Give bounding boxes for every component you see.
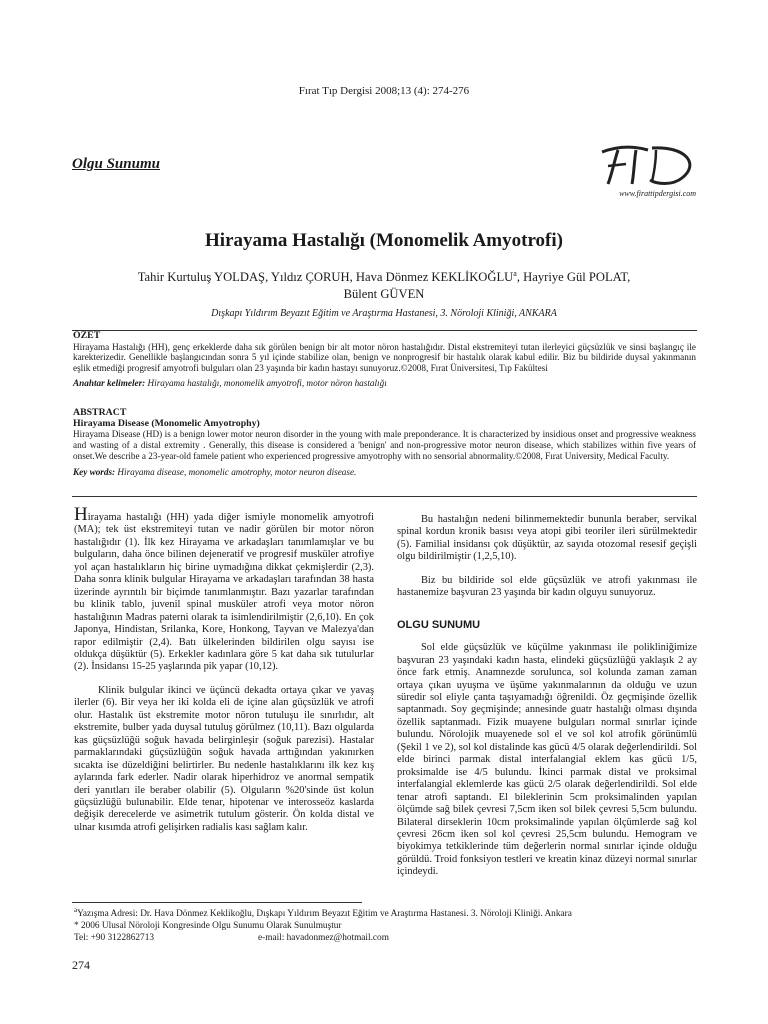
abstract-block bbox=[73, 408, 696, 477]
email-link[interactable]: e-mail: havadonmez@hotmail.com bbox=[258, 933, 389, 944]
abstract-subtitle: Hirayama Disease (Monomelic Amyotrophy) bbox=[73, 417, 260, 429]
article-title: Hirayama Hastalığı (Monomelik Amyotrofi) bbox=[205, 230, 563, 251]
section-label: Olgu Sunumu bbox=[72, 156, 160, 172]
author-list bbox=[90, 265, 678, 303]
drop-cap: H bbox=[74, 504, 88, 525]
etiology-paragraph: Bu hastalığın nedeni bilinmemektedir bununla beraber, servikal spinal kordun kronik basısı veya atopi gibi teoriler ileri sürülmektedir (5). Familial insidansı çok düşüktür, az sayıda otozomal resesif geçişli olgu bildirilmiştir (1,2,5,10). bbox=[397, 514, 697, 563]
page-number: 274 bbox=[72, 958, 90, 972]
fd-logo-icon bbox=[596, 142, 700, 188]
clinical-paragraph: Klinik bulgular ikinci ve üçüncü dekadta ortaya çıkar ve yavaş ilerler (6). Bir veya her iki kolda eli de içine alan güçsüzlük ve atrofi olur. Hastalık üst ekstremite motor nöron tutuluşu ile sınırlıdır, alt ekstremite, bulber yada duysal tutuluş görülmez (10,11). Bazı olgularda kas güçsüzlüğü soğuk havada belirginleşir (soğuk parezisi). Hastalar parmaklarındaki güçsüzlüğün soğuk havada arttığından yakınırken sıcakta ise düzeldiğini belirtirler. Bu nedenle hastalıklarını ilk kez kış aylarında fark ederler. Nadir olarak hiperhidroz ve anormal sempatik deri yanıtları ile beraber olabilir (5). Olguların %20'sinde üst kolun güçsüzlüğü bulunabilir. Elde tenar, hipotenar ve interosseöz kaslarda değişik derecelerde ve asimetrik tutulum gösterir. Ön kolda distal ve ulnar kısımda atrofi gelişirken radialis kası sağlam kalır. bbox=[74, 684, 374, 833]
abstract-heading: ABSTRACT bbox=[73, 407, 127, 418]
footnote-contact bbox=[74, 932, 699, 944]
ozet-keywords: Anahtar kelimeler: Hirayama hastalığı, monomelik amyotrofi, motor nöron hastalığı bbox=[73, 377, 387, 388]
left-column bbox=[74, 504, 374, 834]
footnote-congress: * 2006 Ulusal Nöroloji Kongresinde Olgu Sunumu Olarak Sunulmuştur bbox=[74, 921, 342, 932]
case-intro-paragraph: Biz bu bildiride sol elde güçsüzlük ve atrofi yakınması ile hastanemize başvuran 23 yaşında bir kadın olguyu sunuyoruz. bbox=[397, 574, 697, 599]
case-paragraph: Sol elde güçsüzlük ve küçülme yakınması ile polikliniğimize başvuran 23 yaşındaki kadın hasta, elindeki güçsüzlüğü yaklaşık 2 ay önce fark etmiş. Anamnezde sorulunca, sol kolunda zaman zaman ortaya çıkan uyuşma ve üşüme yakınmalarının da olduğu ve uzun süredir sol eliyle çanta taşıyamadığı öğrenildi. Öz geçmişinde özellik saptanmadı. Soy geçmişinde; annesinde guatr hastalığı olması dışında özellik saptanmadı. Fizik muayene bulguları normal sınırlar içinde bulundu. Nörolojik muayenede sol el ve sol kol atrofik görünümlü (Şekil 1 ve 2), sol kol distalinde kas gücü 4/5 olarak değerlendirildi. Sol elde birinci parmak distal interfalangial eklem kas gücü 1/5, proksimalde ise 4/5 bulundu. İkinci parmak distal ve proksimal interfalangial eklemlerde kas gücü 2/5 olarak değerlendirildi. Sol elde tenar atrofi saptandı. El bileklerinin 5cm proksimalinden yapılan ölçümde sağ bilek çevresi 7,5cm iken sol bilek çevresi 5,5cm bulundu. Bilateral dirseklerin 10cm proksimalinde yapılan ölçümlerde sağ kol çevresi 26cm iken sol kol çevresi 25,5cm bulundu. Hemogram ve biyokimya tetkiklerinde tüm değerlerin normal sınırlar içinde olduğu görüldü. Troid fonksiyon testleri ve kreatin kinaz düzeyi normal sınırlar içindeydi. bbox=[397, 642, 697, 878]
footnote-correspondence: $^a$Yazışma Adresi: Dr. Hava Dönmez Keklikoğlu, Dışkapı Yıldırım Beyazıt Eğitim ve Araştırma Hastanesi. 3. Nöroloji Kliniği. Ankara bbox=[74, 906, 572, 920]
right-column bbox=[397, 514, 697, 879]
affiliation: Dışkapı Yıldırım Beyazıt Eğitim ve Araştırma Hastanesi, 3. Nöroloji Kliniği, ANKARA bbox=[211, 308, 557, 319]
divider-bottom bbox=[72, 496, 697, 497]
case-heading: OLGU SUNUMU bbox=[397, 618, 481, 631]
footnotes bbox=[74, 904, 699, 944]
abstract-body: Hirayama Disease (HD) is a benign lower motor neuron disorder in the young with male preponderance. It is characterized by insidious onset and progressive weakness and wasting of a distal extremity . Generally, this disease is considered a 'benign' and non-progressive motor neuron disease, which stabilizes within five years of onset.We describe a 23-year-old famele patient who experienced progressive amyotrophy with no sensorial abnormality.©2008, Fırat University, Medical Faculty. bbox=[73, 429, 696, 461]
author-footnote-mark: a bbox=[513, 269, 517, 278]
footnote-divider bbox=[72, 902, 362, 903]
journal-reference: Fırat Tıp Dergisi 2008;13 (4): 274-276 bbox=[298, 85, 470, 97]
ozet-heading: ÖZET bbox=[73, 330, 101, 341]
author-line-1: Tahir Kurtuluş YOLDAŞ, Yıldız ÇORUH, Hava Dönmez KEKLİKOĞLU$^a$, Hayriye Gül POLAT, bbox=[137, 269, 631, 285]
abstract-keywords: Key words: Hirayama disease, monomelic amotrophy, motor neuron disease. bbox=[73, 466, 357, 477]
intro-paragraph: Hirayama hastalığı (HH) yada diğer ismiyle monomelik amyotrofi (MA); tek üst ekstremiteyi tutan ve nadir görülen bir motor nöron hastalığıdır (1). İlk kez Hirayama ve arkadaşları tanımlamışlar ve bu bulguların, daha önce bilinen dejeneratif ve progresif musküler atrofiye yol açan hastalıkların hiç birine uymadığına dikkat çekmişlerdir (2,3). Daha sonra klinik bulgular Hirayama ve arkadaşları tarafından 38 hasta üzerinde ayrıntılı bir biçimde tanımlanmıştır. Bazı yazarlar tarafından bu klinik tablo, juvenil spinal musküler atrofi veya motor nöron hastalığının Madras paterni olarak ta isimlendirilmiştir (2,6,10). En çok Japonya, Hindistan, Srilanka, Kore, Honkong, Tayvan ve Malezya'dan rapor edilmiştir (2,4). Batı ülkelerinden bildirilen olgu sayısı ise oldukça düşüktür (5). Erkekler kadınlara göre 5 kat daha sık tutulurlar (2). İnsidansı 15-25 yaşlarında pik yapar (10,12). bbox=[74, 504, 374, 673]
phone-text: Tel: +90 3122862713 bbox=[74, 933, 154, 944]
ozet-block bbox=[73, 331, 696, 389]
website-link[interactable]: www.firattipdergisi.com bbox=[619, 189, 696, 198]
author-line-2: Bülent GÜVEN bbox=[343, 287, 425, 302]
ozet-body: Hirayama Hastalığı (HH), genç erkeklerde daha sık görülen benign bir alt motor nöron hastalığıdır. Distal ekstremiteyi tutan ilerleyici güçsüzlük ve sinsi başlangıç ile karekterizedir. Genellikle başlangıcından sonra 5 yıl içinde stabilize olan, benign ve nonprogresif bir hastalık olarak kabul edilir. Biz bu bildiride duysal yakınmanın eşlik etmediği progresif amyotrofi bulguları olan 23 yaşında bir kadın hastayı sunuyoruz.©2008, Fırat Üniversitesi, Tıp Fakültesi bbox=[73, 341, 696, 374]
